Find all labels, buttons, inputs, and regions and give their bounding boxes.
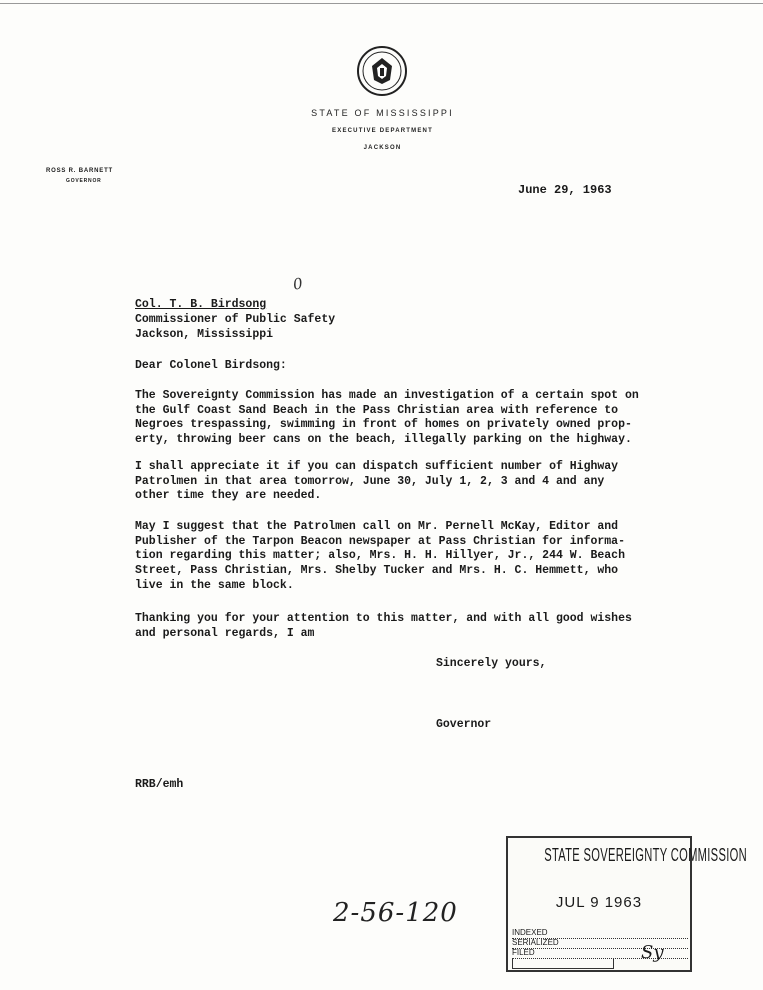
recipient-title: Commissioner of Public Safety [135,313,336,326]
paragraph-investigation: The Sovereignty Commission has made an investigation of a certain spot on the Gulf Coast Sand Beach in the Pass Christian area with reference to Negroes trespassing, swimming in front of homes on privately owned prop- erty, throwing beer cans on the beach, illegally parking on the highway. [135,389,639,447]
governor-title: GOVERNOR [66,178,102,184]
recipient-name: Col. T. B. Birdsong [135,298,267,311]
letterhead-department: EXECUTIVE DEPARTMENT [332,128,433,134]
paragraph-thanks: Thanking you for your attention to this matter, and with all good wishes and personal regards, I am [135,612,632,640]
stamp-date: JUL 9 1963 [555,894,643,911]
stamp-row-indexed: INDEXED [512,928,688,939]
top-edge-line [0,3,763,4]
stamp-row-filed: FILED [512,948,688,959]
state-seal-icon [355,44,409,98]
stamp-title: STATE SOVEREIGNTY COMMISSION [544,845,747,865]
handwritten-file-number: 2-56-120 [333,898,458,928]
closing: Sincerely yours, [436,657,547,670]
typist-initials: RRB/emh [135,778,184,791]
letter-date: June 29, 1963 [518,183,612,197]
margin-handwritten-mark: 0 [291,274,305,294]
paragraph-contacts: May I suggest that the Patrolmen call on Mr. Pernell McKay, Editor and Publisher of the Tarpon Beacon newspaper at Pass Christian for informa- tion regarding this matter; also, Mrs. H. H. Hillyer, Jr., 244 W. Beach Street, Pass Christian, Mrs. Shelby Tucker and Mrs. H. C. Hemmett, who live in the same block. [135,520,625,592]
recipient-location: Jackson, Mississippi [135,328,274,341]
stamp-handwritten-initials: Sy [641,942,664,963]
commission-receipt-stamp [506,836,747,972]
letterhead-state: STATE OF MISSISSIPPI [311,108,454,118]
signer-title: Governor [436,718,492,731]
letterhead-city: JACKSON [363,145,402,151]
salutation: Dear Colonel Birdsong: [135,359,287,372]
stamp-bottom-box [512,958,614,969]
paragraph-patrolmen-request: I shall appreciate it if you can dispatch sufficient number of Highway Patrolmen in that area tomorrow, June 30, July 1, 2, 3 and 4 and any other time they are needed. [135,460,619,503]
stamp-row-serialized: SERIALIZED [512,938,688,949]
governor-name: ROSS R. BARNETT [46,168,114,174]
